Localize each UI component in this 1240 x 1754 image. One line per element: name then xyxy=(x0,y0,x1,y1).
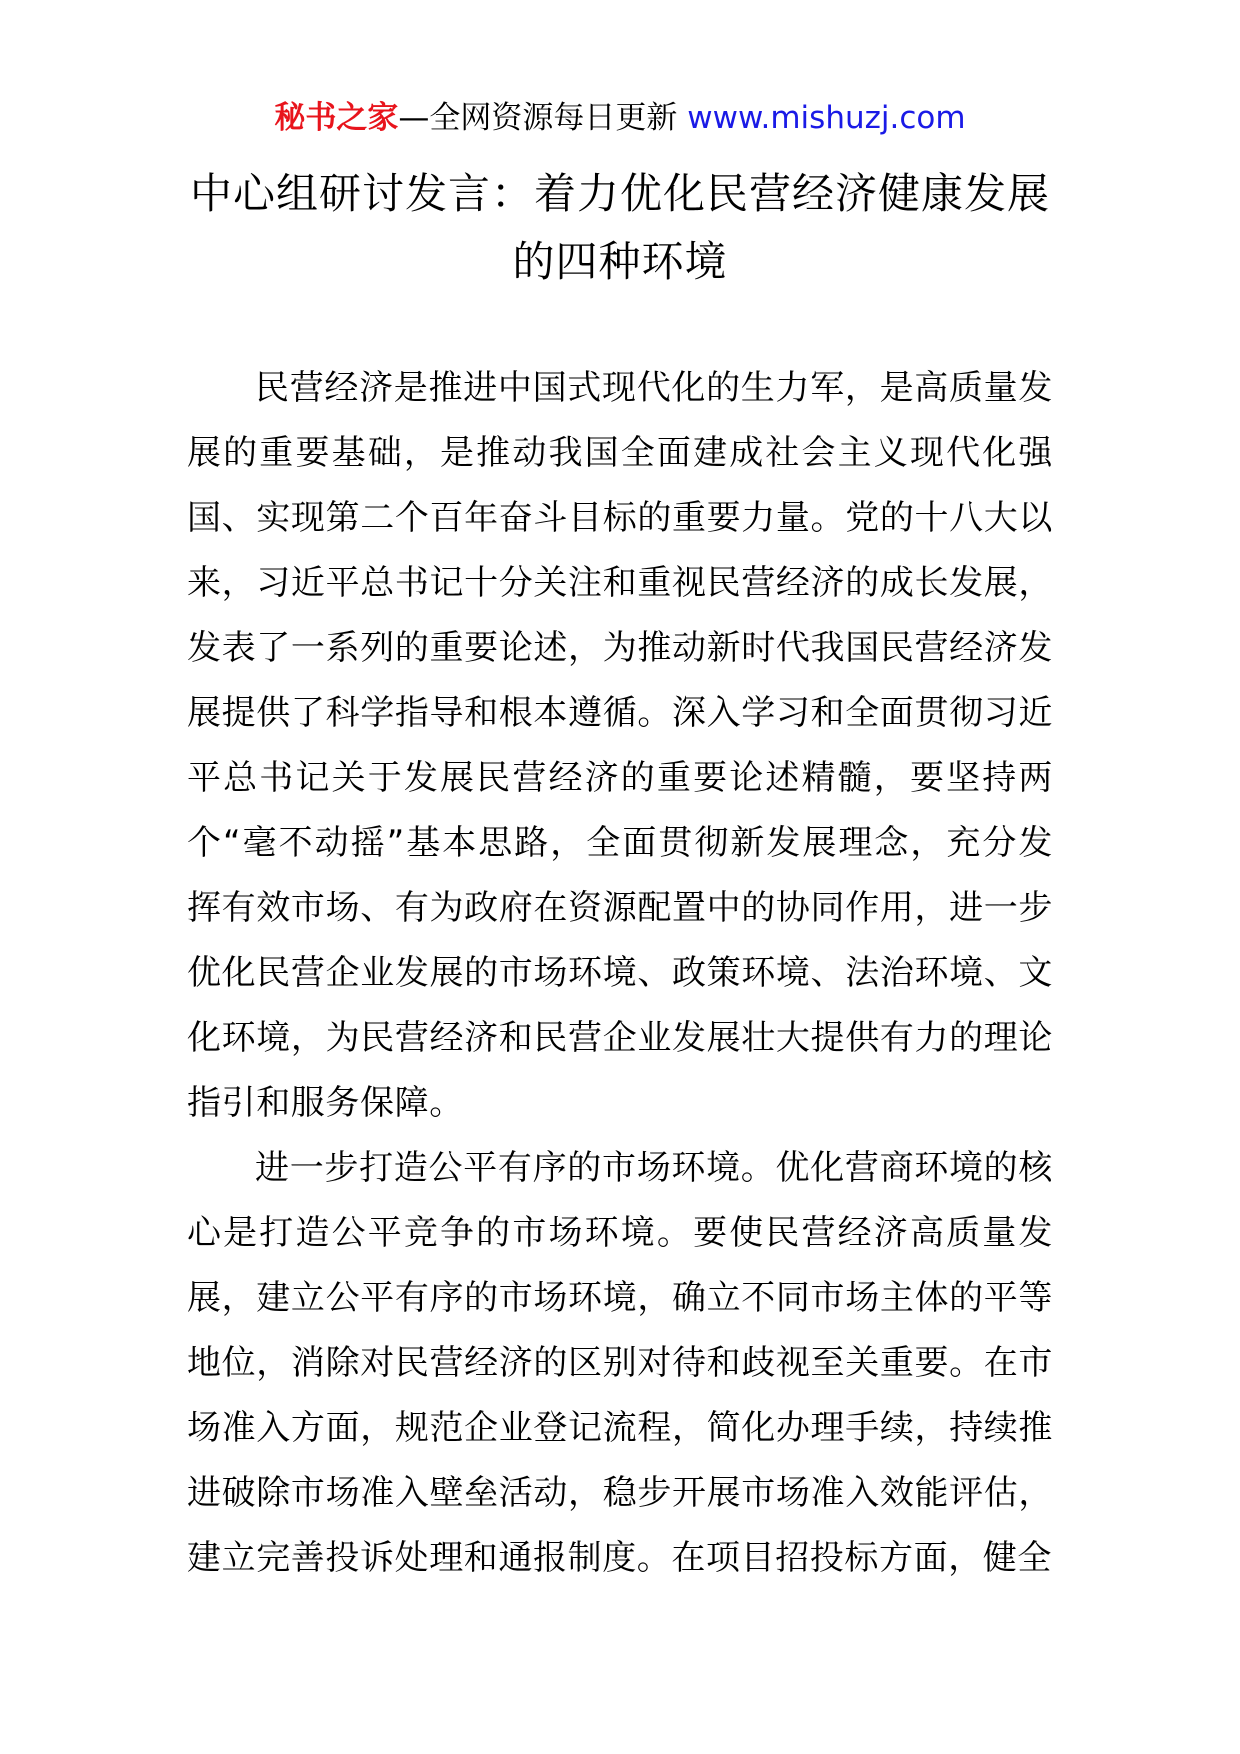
title-line-2: 的四种环境 xyxy=(512,237,728,286)
document-body xyxy=(187,356,1053,1591)
site-tagline: —全网资源每日更新 xyxy=(398,100,688,136)
site-brand: 秘书之家 xyxy=(274,100,399,136)
document-title xyxy=(170,160,1070,296)
body-paragraph-2: 进一步打造公平有序的市场环境。优化营商环境的核心是打造公平竞争的市场环境。要使民营经济高质量发展，建立公平有序的市场环境，确立不同市场主体的平等地位，消除对民营经济的区别对待和歧视至关重要。在市场准入方面，规范企业登记流程，简化办理手续，持续推进破除市场准入壁垒活动，稳步开展市场准入效能评估，建立完善投诉处理和通报制度。在项目招投标方面，健全 xyxy=(187,1148,1053,1578)
site-header xyxy=(0,96,1240,140)
site-url-link[interactable]: www.mishuzj.com xyxy=(687,100,966,136)
title-line-1: 中心组研讨发言：着力优化民营经济健康发展 xyxy=(189,169,1050,218)
body-paragraph-1: 民营经济是推进中国式现代化的生力军，是高质量发展的重要基础，是推动我国全面建成社会主义现代化强国、实现第二个百年奋斗目标的重要力量。党的十八大以来，习近平总书记十分关注和重视民营经济的成长发展，发表了一系列的重要论述，为推动新时代我国民营经济发展提供了科学指导和根本遵循。深入学习和全面贯彻习近平总书记关于发展民营经济的重要论述精髓，要坚持两个“毫不动摇”基本思路，全面贯彻新发展理念，充分发挥有效市场、有为政府在资源配置中的协同作用，进一步优化民营企业发展的市场环境、政策环境、法治环境、文化环境，为民营经济和民营企业发展壮大提供有力的理论指引和服务保障。 xyxy=(187,368,1053,1123)
